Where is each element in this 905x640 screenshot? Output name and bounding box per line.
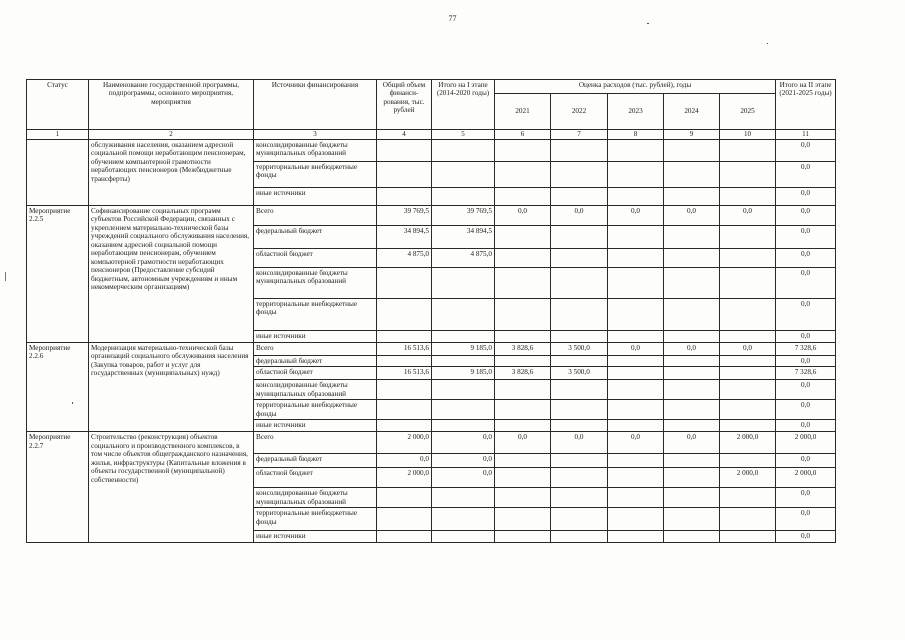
value-total: 39 769,5 <box>377 206 432 226</box>
value-total <box>377 188 432 206</box>
value-y2024 <box>664 299 720 331</box>
funding-source: консолидированные бюджеты муниципальных образований <box>254 140 377 162</box>
value-total <box>377 356 432 367</box>
event-status: Мероприятие 2.2.6 <box>27 343 89 432</box>
value-y2023 <box>608 488 664 508</box>
value-y2023 <box>608 331 664 343</box>
value-total: 16 513,6 <box>377 343 432 356</box>
value-y2021 <box>495 140 551 162</box>
header-year: 2021 <box>495 94 551 130</box>
funding-source: Всего <box>254 206 377 226</box>
value-y2023: 0,0 <box>608 206 664 226</box>
value-stage1 <box>432 140 495 162</box>
value-y2022 <box>551 356 608 367</box>
value-stage1 <box>432 400 495 420</box>
value-stage1 <box>432 162 495 188</box>
funding-source: федеральный бюджет <box>254 356 377 367</box>
value-y2022: 3 500,0 <box>551 343 608 356</box>
value-y2024: 0,0 <box>664 206 720 226</box>
value-total <box>377 268 432 299</box>
value-stage2: 0,0 <box>776 400 836 420</box>
value-y2025 <box>720 380 776 400</box>
value-stage1 <box>432 268 495 299</box>
value-stage1 <box>432 299 495 331</box>
value-y2021: 0,0 <box>495 432 551 454</box>
scan-speck <box>647 23 649 24</box>
value-y2021: 0,0 <box>495 206 551 226</box>
value-y2021 <box>495 188 551 206</box>
column-index: 5 <box>432 130 495 140</box>
value-y2022 <box>551 468 608 488</box>
value-y2021 <box>495 454 551 468</box>
value-y2022 <box>551 420 608 432</box>
value-y2024 <box>664 400 720 420</box>
header-year: 2023 <box>608 94 664 130</box>
value-y2025: 0,0 <box>720 206 776 226</box>
column-index: 1 <box>27 130 89 140</box>
value-total <box>377 488 432 508</box>
event-status: Мероприятие 2.2.5 <box>27 206 89 343</box>
value-y2021 <box>495 380 551 400</box>
page-number: 77 <box>448 14 457 23</box>
value-y2025 <box>720 140 776 162</box>
header-year: 2022 <box>551 94 608 130</box>
header-estimate: Оценка расходов (тыс. рублей), годы <box>495 80 776 94</box>
value-y2024 <box>664 468 720 488</box>
value-y2022 <box>551 400 608 420</box>
value-total: 34 894,5 <box>377 226 432 249</box>
value-stage2: 0,0 <box>776 299 836 331</box>
funding-source: территориальные внебюджетные фонды <box>254 162 377 188</box>
value-y2025 <box>720 226 776 249</box>
value-y2022 <box>551 380 608 400</box>
value-y2023 <box>608 249 664 268</box>
header-source: Источники финансирования <box>254 80 377 130</box>
value-y2025 <box>720 299 776 331</box>
header-year: 2025 <box>720 94 776 130</box>
value-stage1 <box>432 380 495 400</box>
budget-table <box>26 79 836 543</box>
value-stage2: 0,0 <box>776 508 836 531</box>
value-y2023 <box>608 162 664 188</box>
value-y2022 <box>551 162 608 188</box>
funding-source: иные источники <box>254 188 377 206</box>
funding-source: консолидированные бюджеты муниципальных образований <box>254 380 377 400</box>
value-stage1 <box>432 331 495 343</box>
header-status: Статус <box>27 80 89 130</box>
value-y2023 <box>608 380 664 400</box>
value-stage2: 0,0 <box>776 249 836 268</box>
value-stage1 <box>432 188 495 206</box>
value-y2022 <box>551 508 608 531</box>
value-y2022 <box>551 299 608 331</box>
value-y2022 <box>551 488 608 508</box>
event-status <box>27 140 89 206</box>
value-y2022: 3 500,0 <box>551 367 608 380</box>
value-y2023 <box>608 367 664 380</box>
value-stage2: 2 000,0 <box>776 432 836 454</box>
value-y2023 <box>608 531 664 543</box>
value-y2024 <box>664 420 720 432</box>
value-y2021 <box>495 508 551 531</box>
funding-source: иные источники <box>254 331 377 343</box>
funding-source: иные источники <box>254 531 377 543</box>
value-y2021 <box>495 531 551 543</box>
value-y2021 <box>495 162 551 188</box>
value-total <box>377 508 432 531</box>
header-name: Наименование государственной программы, подпрограммы, основного мероприятия, мероприятия <box>89 80 254 130</box>
value-y2021: 3 828,6 <box>495 343 551 356</box>
value-y2023 <box>608 268 664 299</box>
value-stage2: 0,0 <box>776 268 836 299</box>
value-y2022 <box>551 188 608 206</box>
value-y2022: 0,0 <box>551 206 608 226</box>
event-name: обслуживания населения, оказанием адресной социальной помощи неработающим пенсионерам, обучением компьютерной грамотности неработающих пенсионеров (Межбюджетные трансферты) <box>89 140 254 206</box>
table-row <box>27 343 836 356</box>
value-y2024: 0,0 <box>664 432 720 454</box>
value-stage2: 0,0 <box>776 226 836 249</box>
value-stage2: 0,0 <box>776 420 836 432</box>
value-y2024 <box>664 331 720 343</box>
value-total <box>377 420 432 432</box>
value-y2025 <box>720 268 776 299</box>
value-stage2: 0,0 <box>776 488 836 508</box>
value-total <box>377 331 432 343</box>
funding-source: иные источники <box>254 420 377 432</box>
value-y2023 <box>608 468 664 488</box>
value-y2025 <box>720 531 776 543</box>
header-total: Общий объем финанси-рования, тыс. рублей <box>377 80 432 130</box>
header-stage2: Итого на II этапе (2021-2025 годы) <box>776 80 836 130</box>
value-y2023 <box>608 226 664 249</box>
value-total <box>377 299 432 331</box>
value-stage2: 0,0 <box>776 380 836 400</box>
column-index: 7 <box>551 130 608 140</box>
value-stage1: 39 769,5 <box>432 206 495 226</box>
value-y2025 <box>720 367 776 380</box>
value-stage1: 4 875,0 <box>432 249 495 268</box>
event-name: Модернизация материально-технической базы организаций социального обслуживания населения (Закупка товаров, работ и услуг для государственных (муниципальных) нужд) <box>89 343 254 432</box>
table-header <box>27 80 836 140</box>
scan-speck <box>767 43 768 44</box>
column-index: 3 <box>254 130 377 140</box>
value-total <box>377 140 432 162</box>
value-y2021 <box>495 468 551 488</box>
value-y2024 <box>664 380 720 400</box>
value-y2022 <box>551 454 608 468</box>
value-stage1 <box>432 488 495 508</box>
value-stage2: 0,0 <box>776 188 836 206</box>
value-total: 4 875,0 <box>377 249 432 268</box>
column-index: 4 <box>377 130 432 140</box>
value-stage1: 0,0 <box>432 432 495 454</box>
value-y2024 <box>664 488 720 508</box>
value-y2024 <box>664 140 720 162</box>
value-y2023 <box>608 454 664 468</box>
column-index-row <box>27 130 836 140</box>
value-y2023 <box>608 299 664 331</box>
value-stage1: 0,0 <box>432 468 495 488</box>
value-y2025 <box>720 400 776 420</box>
value-y2021 <box>495 268 551 299</box>
value-y2025 <box>720 162 776 188</box>
value-y2021 <box>495 331 551 343</box>
value-y2021 <box>495 226 551 249</box>
value-y2024 <box>664 367 720 380</box>
event-name: Строительство (реконструкция) объектов социального и производственного комплексов, в том числе объектов общегражданского назначения, жилья, инфраструктуры (Капитальные вложения в объекты государственной (муниципальной) собственности) <box>89 432 254 543</box>
value-y2021 <box>495 249 551 268</box>
column-index: 8 <box>608 130 664 140</box>
funding-source: федеральный бюджет <box>254 454 377 468</box>
table-row <box>27 206 836 226</box>
value-y2024 <box>664 249 720 268</box>
funding-source: Всего <box>254 432 377 454</box>
header-stage1: Итого на I этапе (2014-2020 годы) <box>432 80 495 130</box>
column-index: 11 <box>776 130 836 140</box>
value-stage1 <box>432 531 495 543</box>
value-stage2: 7 328,6 <box>776 367 836 380</box>
value-y2023: 0,0 <box>608 343 664 356</box>
value-stage1 <box>432 356 495 367</box>
value-y2024 <box>664 531 720 543</box>
value-stage1: 0,0 <box>432 454 495 468</box>
value-total <box>377 531 432 543</box>
value-y2021 <box>495 488 551 508</box>
funding-source: территориальные внебюджетные фонды <box>254 299 377 331</box>
value-y2022: 0,0 <box>551 432 608 454</box>
column-index: 6 <box>495 130 551 140</box>
value-y2023 <box>608 140 664 162</box>
value-y2025 <box>720 420 776 432</box>
value-y2023: 0,0 <box>608 432 664 454</box>
column-index: 10 <box>720 130 776 140</box>
value-y2023 <box>608 400 664 420</box>
value-y2024 <box>664 508 720 531</box>
funding-source: областной бюджет <box>254 249 377 268</box>
value-stage2: 0,0 <box>776 206 836 226</box>
column-index: 9 <box>664 130 720 140</box>
header-year: 2024 <box>664 94 720 130</box>
value-total: 2 000,0 <box>377 432 432 454</box>
value-y2022 <box>551 140 608 162</box>
value-stage2: 0,0 <box>776 331 836 343</box>
value-y2024 <box>664 268 720 299</box>
value-y2025: 2 000,0 <box>720 432 776 454</box>
value-stage1: 9 185,0 <box>432 367 495 380</box>
value-total <box>377 380 432 400</box>
value-y2025 <box>720 188 776 206</box>
table-row <box>27 140 836 162</box>
value-y2025 <box>720 454 776 468</box>
value-total: 0,0 <box>377 454 432 468</box>
value-y2024 <box>664 356 720 367</box>
value-total: 16 513,6 <box>377 367 432 380</box>
value-stage1: 34 894,5 <box>432 226 495 249</box>
value-stage2: 2 000,0 <box>776 468 836 488</box>
value-y2021 <box>495 420 551 432</box>
value-y2021 <box>495 400 551 420</box>
value-y2025 <box>720 249 776 268</box>
table-body <box>27 140 836 543</box>
value-y2024: 0,0 <box>664 343 720 356</box>
value-stage2: 0,0 <box>776 454 836 468</box>
value-total <box>377 162 432 188</box>
funding-source: федеральный бюджет <box>254 226 377 249</box>
table-row <box>27 432 836 454</box>
value-stage2: 7 328,6 <box>776 343 836 356</box>
value-total <box>377 400 432 420</box>
value-stage2: 0,0 <box>776 162 836 188</box>
value-y2025 <box>720 331 776 343</box>
funding-source: областной бюджет <box>254 468 377 488</box>
value-y2021 <box>495 299 551 331</box>
value-y2021: 3 828,6 <box>495 367 551 380</box>
value-stage1 <box>432 508 495 531</box>
value-y2022 <box>551 249 608 268</box>
event-name: Софинансирование социальных программ субъектов Российской Федерации, связанных с укреплением материально-технической базы учреждений социального обслуживания населения, оказанием адресной социальной помощи неработающим пенсионерам, обучением компьютерной грамотности неработающих пенсионеров (Предоставление субсидий бюджетным, автономным учреждениям и иным некоммерческим организациям) <box>89 206 254 343</box>
value-y2023 <box>608 508 664 531</box>
funding-source: территориальные внебюджетные фонды <box>254 400 377 420</box>
funding-source: областной бюджет <box>254 367 377 380</box>
event-status: Мероприятие 2.2.7 <box>27 432 89 543</box>
value-stage1 <box>432 420 495 432</box>
value-y2024 <box>664 454 720 468</box>
value-stage1: 9 185,0 <box>432 343 495 356</box>
value-y2024 <box>664 226 720 249</box>
value-stage2: 0,0 <box>776 140 836 162</box>
value-y2025 <box>720 508 776 531</box>
funding-source: Всего <box>254 343 377 356</box>
value-y2023 <box>608 356 664 367</box>
value-y2021 <box>495 356 551 367</box>
value-stage2: 0,0 <box>776 356 836 367</box>
funding-source: территориальные внебюджетные фонды <box>254 508 377 531</box>
value-y2022 <box>551 331 608 343</box>
value-y2023 <box>608 188 664 206</box>
value-y2022 <box>551 531 608 543</box>
column-index: 2 <box>89 130 254 140</box>
value-y2022 <box>551 268 608 299</box>
value-total: 2 000,0 <box>377 468 432 488</box>
funding-source: консолидированные бюджеты муниципальных образований <box>254 488 377 508</box>
value-y2025: 0,0 <box>720 343 776 356</box>
scan-speck <box>5 272 6 281</box>
value-y2024 <box>664 188 720 206</box>
value-y2023 <box>608 420 664 432</box>
value-y2025 <box>720 488 776 508</box>
funding-source: консолидированные бюджеты муниципальных образований <box>254 268 377 299</box>
value-y2024 <box>664 162 720 188</box>
value-y2025 <box>720 356 776 367</box>
value-y2022 <box>551 226 608 249</box>
value-y2025: 2 000,0 <box>720 468 776 488</box>
value-stage2: 0,0 <box>776 531 836 543</box>
